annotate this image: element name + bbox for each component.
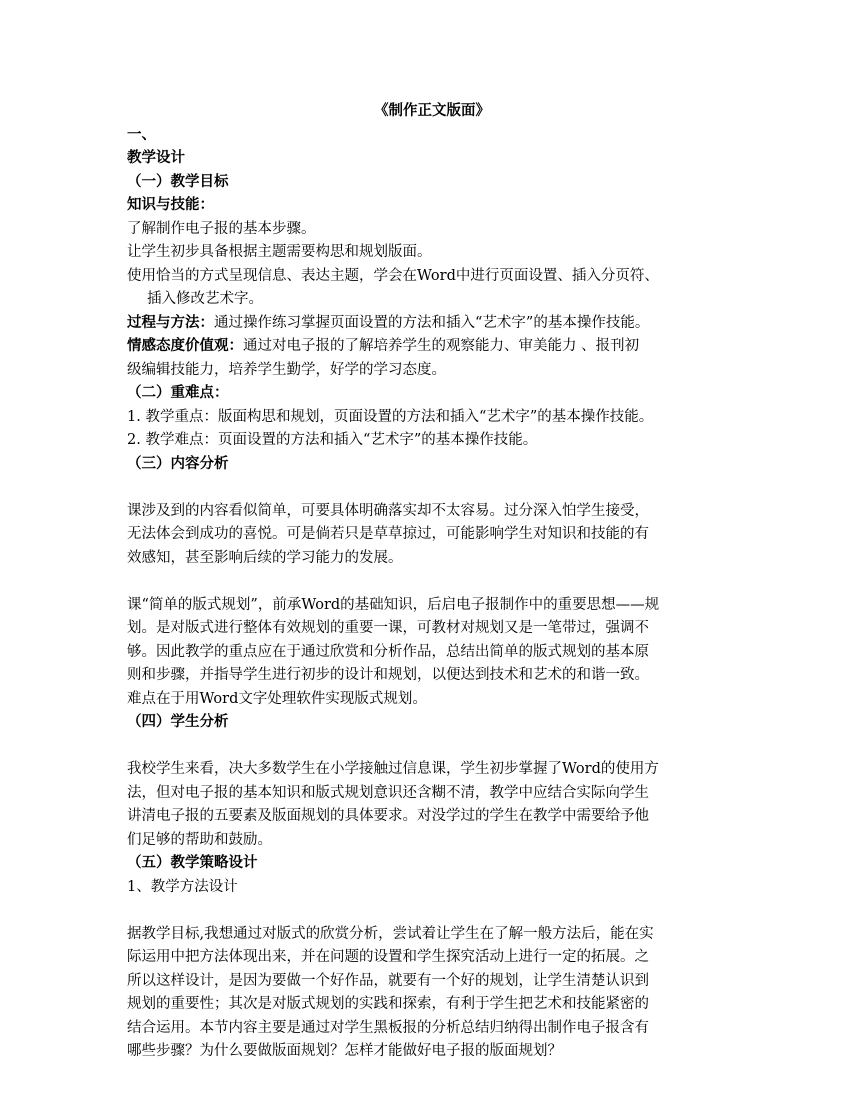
knowledge-item-3: 使用恰当的方式呈现信息、表达主题，学会在Word中进行页面设置、插入分页符、 — [127, 267, 659, 284]
method-design-line5: 结合运用。本节内容主要是通过对学生黑板报的分析总结归纳得出制作电子报含有 — [127, 1019, 649, 1036]
spacer — [127, 570, 737, 594]
key-points-heading: （二）重难点： — [127, 385, 229, 401]
emotion-values-label: 情感态度价值观： — [127, 338, 243, 354]
content-analysis-p2-line5: 难点在于用Word文字处理软件实现版式规划。 — [127, 690, 427, 707]
knowledge-skills-label: 知识与技能： — [127, 197, 214, 213]
method-design-line2: 际运用中把方法体现出来，并在问题的设置和学生探究活动上进行一定的拓展。之 — [127, 949, 649, 965]
student-analysis-line2: 法，但对电子报的基本知识和版式规划意识还含糊不清，教学中应结合实际向学生 — [127, 784, 649, 801]
emotion-values-text: 通过对电子报的了解培养学生的观察能力、审美能力 、报刊初 — [243, 338, 640, 354]
method-design-line3: 所以这样设计，是因为要做一个好作品，就要有一个好的规划，让学生清楚认识到 — [127, 972, 649, 989]
content-analysis-p1-line3: 效感知，甚至影响后续的学习能力的发展。 — [127, 549, 403, 566]
strategy-heading: （五）教学策略设计 — [127, 855, 258, 871]
spacer — [127, 735, 737, 759]
spacer — [127, 899, 737, 923]
method-design-line1: 据教学目标,我想通过对版式的欣赏分析，尝试着让学生在了解一般方法后，能在实 — [127, 925, 654, 942]
student-analysis-heading: （四）学生分析 — [127, 714, 229, 730]
section-number: 一、 — [127, 126, 156, 143]
teaching-goals-heading: （一）教学目标 — [127, 173, 229, 190]
key-point-1: 1. 教学重点：版面构思和规划，页面设置的方法和插入“艺术字”的基本操作技能。 — [127, 408, 654, 425]
emotion-values-line — [127, 335, 737, 359]
content-analysis-p2-line2: 划。是对版式进行整体有效规划的重要一课，可教材对规划又是一笔带过，强调不 — [127, 620, 649, 636]
content-analysis-p2-line4: 则和步骤，并指导学生进行初步的设计和规划，以便达到技术和艺术的和谐一致。 — [127, 667, 649, 683]
emotion-values-cont: 级编辑技能力，培养学生勤学，好学的学习态度。 — [127, 361, 446, 378]
section-heading: 教学设计 — [127, 150, 185, 166]
method-design-line6: 哪些步骤？为什么要做版面规划？怎样才能做好电子报的版面规划？ — [127, 1043, 562, 1059]
process-method-text: 通过操作练习掌握页面设置的方法和插入“艺术字”的基本操作技能。 — [214, 314, 650, 331]
knowledge-item-2: 让学生初步具备根据主题需要构思和规划版面。 — [127, 244, 432, 260]
key-point-2: 2. 教学难点：页面设置的方法和插入“艺术字”的基本操作技能。 — [127, 432, 538, 448]
knowledge-item-1: 了解制作电子报的基本步骤。 — [127, 220, 316, 237]
knowledge-item-3-cont: 插入修改艺术字。 — [147, 291, 263, 307]
content-analysis-p2-line1: 课“简单的版式规划”，前承Word的基础知识，后启电子报制作中的重要思想——规 — [127, 596, 660, 613]
content-analysis-heading: （三）内容分析 — [127, 455, 229, 472]
process-method-line — [127, 312, 737, 336]
document-body — [127, 100, 737, 1064]
content-analysis-p1-line1: 课涉及到的内容看似简单，可要具体明确落实却不太容易。过分深入怕学生接受， — [127, 502, 649, 519]
process-method-label: 过程与方法： — [127, 314, 214, 331]
content-analysis-p2-line3: 够。因此教学的重点应在于通过欣赏和分析作品，总结出简单的版式规划的基本原 — [127, 643, 649, 660]
method-design-line4: 规划的重要性；其次是对版式规划的实践和探索，有利于学生把艺术和技能紧密的 — [127, 996, 649, 1012]
spacer — [127, 476, 737, 500]
document-title: 《制作正文版面》 — [374, 103, 490, 119]
method-design-subheading: 1、教学方法设计 — [127, 878, 238, 895]
content-analysis-p1-line2: 无法体会到成功的喜悦。可是倘若只是草草掠过，可能影响学生对知识和技能的有 — [127, 526, 649, 542]
student-analysis-line3: 讲清电子报的五要素及版面规划的具体要求。对没学过的学生在教学中需要给予他 — [127, 808, 649, 824]
student-analysis-line4: 们足够的帮助和鼓励。 — [127, 831, 272, 848]
student-analysis-line1: 我校学生来看，决大多数学生在小学接触过信息课，学生初步掌握了Word的使用方 — [127, 761, 659, 777]
